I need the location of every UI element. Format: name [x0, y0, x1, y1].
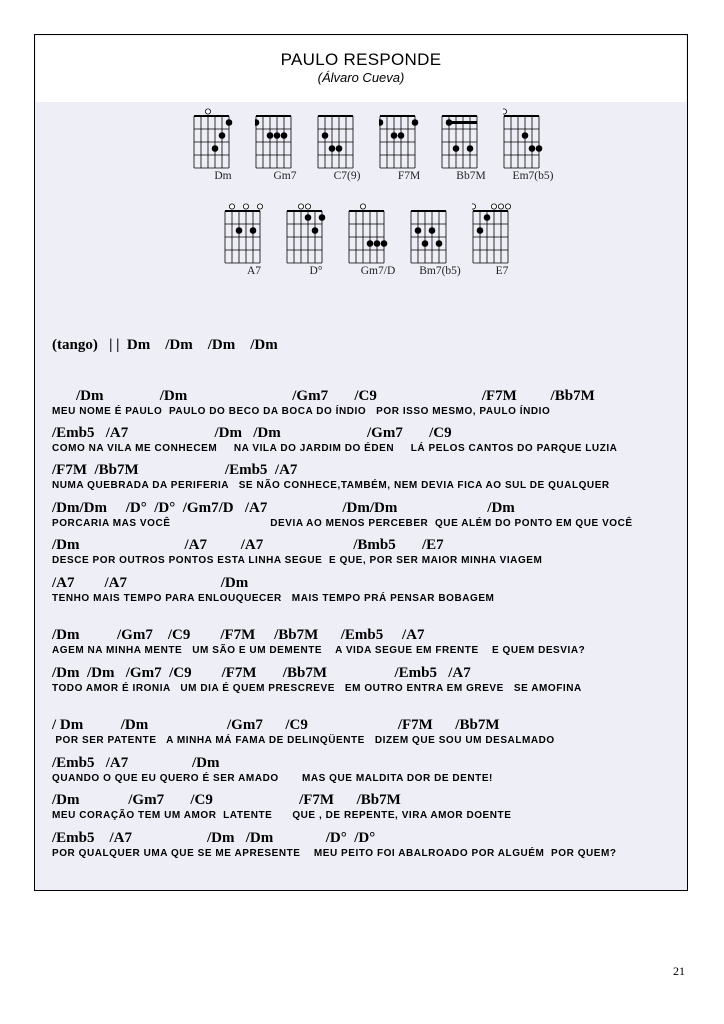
chord-name-label: Bb7M	[456, 170, 486, 182]
lyric-line: DESCE POR OUTROS PONTOS ESTA LINHA SEGUE E QUE, POR SER MAIOR MINHA VIAGEM	[52, 555, 543, 566]
chord-name-label: A7	[246, 265, 262, 277]
chord-line: / Dm /Dm /Gm7 /C9 /F7M /Bb7M	[52, 717, 500, 733]
chord-diagram-gm7	[255, 108, 315, 182]
chord-diagram-bm7-b5-	[410, 203, 470, 277]
lyric-line: QUANDO O QUE EU QUERO É SER AMADO MAS QUE MALDITA DOR DE DENTE!	[52, 773, 493, 784]
chord-diagram-e7	[472, 203, 532, 277]
lyric-line: AGEM NA MINHA MENTE UM SÃO E UM DEMENTE A VIDA SEGUE EM FRENTE E QUEM DESVIA?	[52, 645, 586, 656]
chord-name-label: Dm	[214, 170, 232, 182]
chord-line: /F7M /Bb7M /Emb5 /A7	[52, 462, 298, 478]
chord-name-label: E7	[495, 265, 509, 277]
song-title: PAULO RESPONDE	[280, 50, 442, 69]
chord-line: /Dm/Dm /D° /D° /Gm7/D /A7 /Dm/Dm /Dm	[52, 500, 515, 516]
chord-line: /Dm /Gm7 /C9 /F7M /Bb7M	[52, 792, 401, 808]
chord-line: /Dm /Gm7 /C9 /F7M /Bb7M /Emb5 /A7	[52, 627, 425, 643]
intro-line: (tango) | | Dm /Dm /Dm /Dm	[52, 337, 278, 353]
chord-line: /Emb5 /A7 /Dm /Dm /D° /D°	[52, 830, 376, 846]
chord-name-label: Em7(b5)	[512, 170, 554, 182]
lyric-line: TENHO MAIS TEMPO PARA ENLOUQUECER MAIS TEMPO PRÁ PENSAR BOBAGEM	[52, 593, 495, 604]
lyric-line: TODO AMOR É IRONIA UM DIA É QUEM PRESCREVE EM OUTRO ENTRA EM GREVE SE AMOFINA	[52, 683, 582, 694]
chord-name-label: C7(9)	[333, 170, 361, 182]
chord-diagram-gm7-d	[348, 203, 408, 277]
chord-line: /Dm /Dm /Gm7 /C9 /F7M /Bb7M	[76, 388, 595, 404]
chord-line: /Emb5 /A7 /Dm	[52, 755, 220, 771]
lyric-line: NUMA QUEBRADA DA PERIFERIA SE NÃO CONHECE,TAMBÉM, NEM DEVIA FICA AO SUL DE QUALQUER	[52, 480, 610, 491]
chord-diagram-bb7m	[441, 108, 501, 182]
chord-name-label: Gm7	[273, 170, 297, 182]
song-author: (Álvaro Cueva)	[317, 70, 405, 85]
chord-name-label: Bm7(b5)	[419, 265, 461, 277]
lyric-line: MEU NOME É PAULO PAULO DO BECO DA BOCA DO ÍNDIO POR ISSO MESMO, PAULO ÍNDIO	[52, 406, 551, 417]
chord-name-label: D°	[309, 265, 323, 277]
chord-line: /Dm /A7 /A7 /Bmb5 /E7	[52, 537, 444, 553]
page-number: 21	[673, 964, 685, 978]
chord-diagram-a7	[224, 203, 284, 277]
chord-diagram-d-	[286, 203, 346, 277]
header	[36, 36, 686, 102]
chord-diagram-dm	[193, 108, 253, 182]
chord-line: /Dm /Dm /Gm7 /C9 /F7M /Bb7M /Emb5 /A7	[52, 665, 471, 681]
lyric-line: POR SER PATENTE A MINHA MÁ FAMA DE DELINQÜENTE DIZEM QUE SOU UM DESALMADO	[52, 735, 555, 746]
chord-diagram-f7m	[379, 108, 439, 182]
lyric-line: POR QUALQUER UMA QUE SE ME APRESENTE MEU PEITO FOI ABALROADO POR ALGUÉM POR QUEM?	[52, 848, 617, 859]
chord-diagram-c7-9-	[317, 108, 377, 182]
lyric-line: PORCARIA MAS VOCÊ DEVIA AO MENOS PERCEBER QUE ALÉM DO PONTO EM QUE VOCÊ	[52, 518, 633, 529]
chord-diagram-em7-b5-	[503, 108, 563, 182]
chord-name-label: F7M	[397, 170, 421, 182]
chord-name-label: Gm7/D	[360, 265, 396, 277]
chord-line: /Emb5 /A7 /Dm /Dm /Gm7 /C9	[52, 425, 452, 441]
lyric-line: COMO NA VILA ME CONHECEM NA VILA DO JARDIM DO ÉDEN LÁ PELOS CANTOS DO PARQUE LUZIA	[52, 443, 618, 454]
chord-line: /A7 /A7 /Dm	[52, 575, 249, 591]
lyric-line: MEU CORAÇÃO TEM UM AMOR LATENTE QUE , DE REPENTE, VIRA AMOR DOENTE	[52, 810, 512, 821]
